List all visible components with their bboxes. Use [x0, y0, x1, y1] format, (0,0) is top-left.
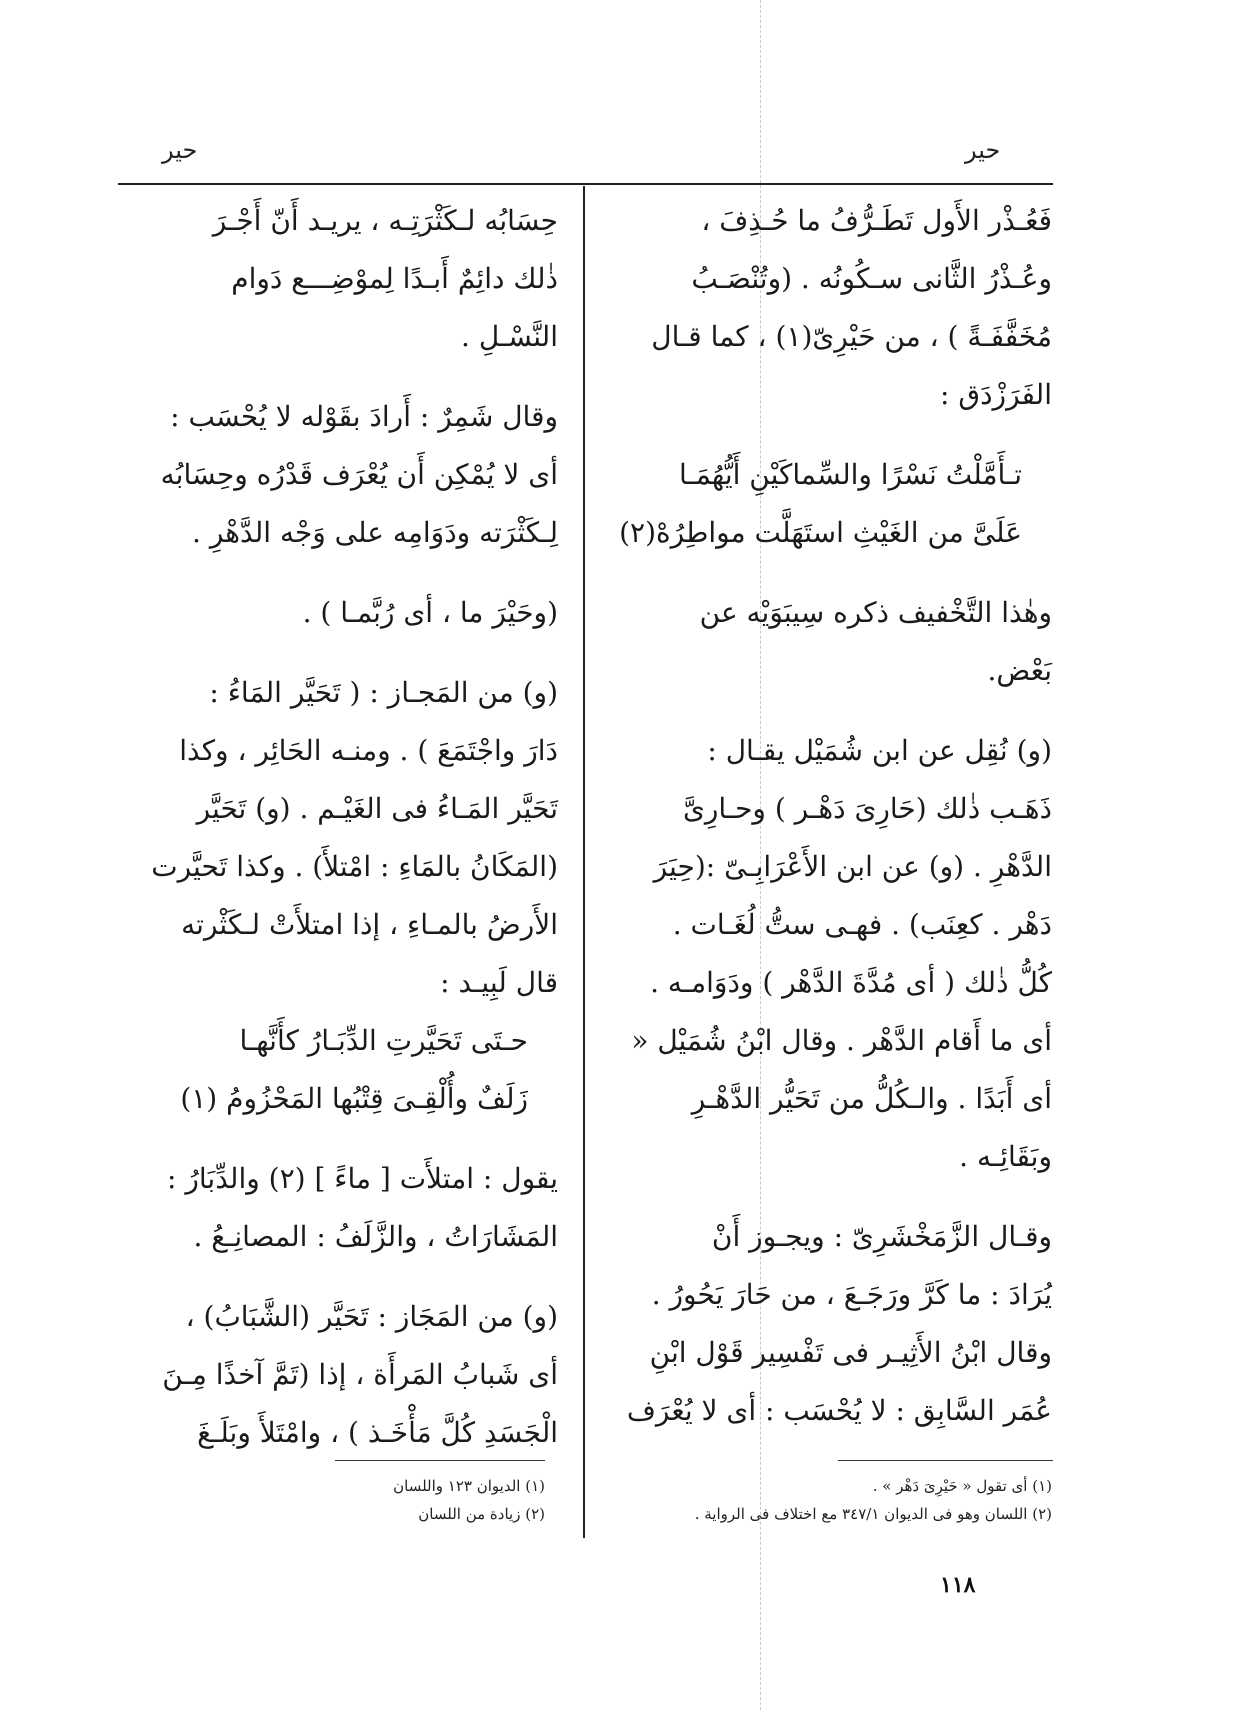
- text-line: (و) نُقِل عن ابن شُمَيْل يقـال :: [707, 734, 1052, 767]
- text-line: تَحَيَّر المَـاءُ فى الغَيْـم . (و) تَحَيَّر: [196, 792, 558, 825]
- poem-line: عَلَىَّ من الغَيْثِ استَهَلَّت مواطِرُهْ(٢): [619, 516, 1022, 549]
- text-line: (و) من المَجَاز : تَحَيَّر (الشَّبَابُ) ،: [185, 1300, 558, 1333]
- right-column: [612, 192, 1052, 1440]
- running-head-left: حير: [162, 136, 198, 164]
- text-line: كُلُّ ذٰلك ( أى مُدَّةَ الدَّهْر ) ودَوَامـه .: [650, 966, 1052, 999]
- left-column: [118, 192, 558, 1462]
- text-line: (وحَيْرَ ما ، أى رُبَّمـا ) .: [302, 596, 558, 629]
- poem-line: زَلَفٌ وأُلْقِـىَ قِتْبُها المَحْزُومُ (١): [180, 1082, 528, 1115]
- text-line: المَشَارَاتُ ، والزَّلَفُ : المصانِـعُ .: [193, 1220, 558, 1253]
- text-line: دَارَ واجْتَمَعَ ) . ومنـه الحَائِر ، وكذا: [179, 734, 558, 767]
- header-rule: [118, 183, 1053, 185]
- text-line: النَّسْـلِ .: [461, 320, 558, 353]
- text-line: قال لَبِيـد :: [440, 966, 558, 999]
- text-line: أى شَبابُ المَرأَة ، إذا (تَمَّ آخذًا مِـنَ: [162, 1358, 558, 1391]
- text-line: يُرَادَ : ما كَرَّ ورَجَـعَ ، من حَارَ يَحُورُ .: [651, 1278, 1052, 1311]
- footnote-rule-left: [335, 1460, 545, 1461]
- text-line: الأَرضُ بالمـاءِ ، إذا امتلأَتْ لـكَثْرته: [181, 908, 558, 941]
- text-line: أى ما أَقام الدَّهْر . وقال ابْنُ شُمَيْل «: [631, 1024, 1052, 1057]
- footnotes-left: [300, 1472, 545, 1528]
- text-line: عُمَر السَّابِق : لا يُحْسَب : أى لا يُعْرَف: [626, 1394, 1052, 1427]
- text-line: الدَّهْرِ . (و) عن ابن الأَعْرَابِـىّ :(حِيَرَ: [653, 850, 1052, 883]
- footnote-rule-right: [838, 1460, 1053, 1461]
- footnote: (١) أى تقول « حَيْرِىَ دَهْر » .: [872, 1477, 1052, 1495]
- text-line: مُخَفَّفَـةً ) ، من حَيْرِىّ(١) ، كما قـال: [651, 320, 1052, 353]
- page-number: ١١٨: [940, 1572, 976, 1598]
- footnote: (٢) زيادة من اللسان: [418, 1505, 545, 1523]
- text-line: أى لا يُمْكِن أَن يُعْرَف قَدْرُه وحِسَابُه: [160, 458, 558, 491]
- text-line: يقول : امتلأَت [ ماءً ] (٢) والدِّبَارُ :: [167, 1162, 558, 1195]
- poem-line: تـأَمَّلْتُ نَسْرًا والسِّماكَيْنِ أَيُّهُمَـا: [678, 458, 1022, 491]
- text-line: ذٰلك دائِمٌ أَبـدًا لِموْضِـــع دَوام: [231, 262, 558, 295]
- text-line: وقـال الزَّمَخْشَرِىّ : ويجـوز أَنْ: [711, 1220, 1052, 1253]
- text-line: لِـكَثْرَته ودَوَامِه على وَجْه الدَّهْرِ .: [192, 516, 558, 549]
- footnote: (١) الديوان ١٢٣ واللسان: [393, 1477, 545, 1495]
- text-line: الفَرَزْدَق :: [940, 378, 1052, 411]
- text-line: بَعْض.: [987, 654, 1052, 687]
- text-line: دَهْر . كعِنَب) . فهـى ستُّ لُغَـات .: [672, 908, 1052, 941]
- text-line: أى أَبَدًا . والـكُلُّ من تَحَيُّر الدَّهْـرِ: [691, 1082, 1052, 1115]
- text-line: (المَكَانُ بالمَاءِ : امْتلأَ) . وكذا تَحيَّرت: [151, 850, 558, 883]
- text-line: (و) من المَجـاز : ( تَحَيَّر المَاءُ :: [209, 676, 558, 709]
- text-line: فَعُـذْر الأَول تَطَـرُّفُ ما حُـذِفَ ،: [701, 204, 1052, 237]
- text-line: حِسَابُه لـكَثْرَتِـه ، يريـد أَنّ أَجْـرَ: [212, 204, 558, 237]
- footnotes-right: [600, 1472, 1052, 1528]
- text-line: وقال شَمِرٌ : أَرادَ بقَوْله لا يُحْسَب :: [170, 400, 558, 433]
- text-line: الْجَسَدِ كُلَّ مَأْخَـذ ) ، وامْتَلأَ وبَلَـغَ: [197, 1416, 558, 1449]
- text-line: وهٰذا التَّخْفيف ذكره سِيبَوَيْه عن: [699, 596, 1052, 629]
- text-line: وبَقَائِـه .: [959, 1140, 1052, 1173]
- text-line: وعُـذْرُ الثَّانى سـكُونُه . (وتُنْصَـبُ: [691, 262, 1052, 295]
- poem-line: حـتَى تَحَيَّرتِ الدِّبَـارُ كأَنَّهـا: [239, 1024, 528, 1057]
- running-head-right: حير: [965, 136, 1001, 164]
- text-line: وقال ابْنُ الأَثِيـر فى تَفْسِير قَوْل ابْنِ: [649, 1336, 1052, 1369]
- footnote: (٢) اللسان وهو فى الديوان ٣٤٧/١ مع اختلاف فى الرواية .: [694, 1505, 1052, 1523]
- text-line: ذَهَـب ذٰلك (حَارِىَ دَهْـر ) وحـارِىَّ: [682, 792, 1052, 825]
- column-separator: [583, 186, 585, 1538]
